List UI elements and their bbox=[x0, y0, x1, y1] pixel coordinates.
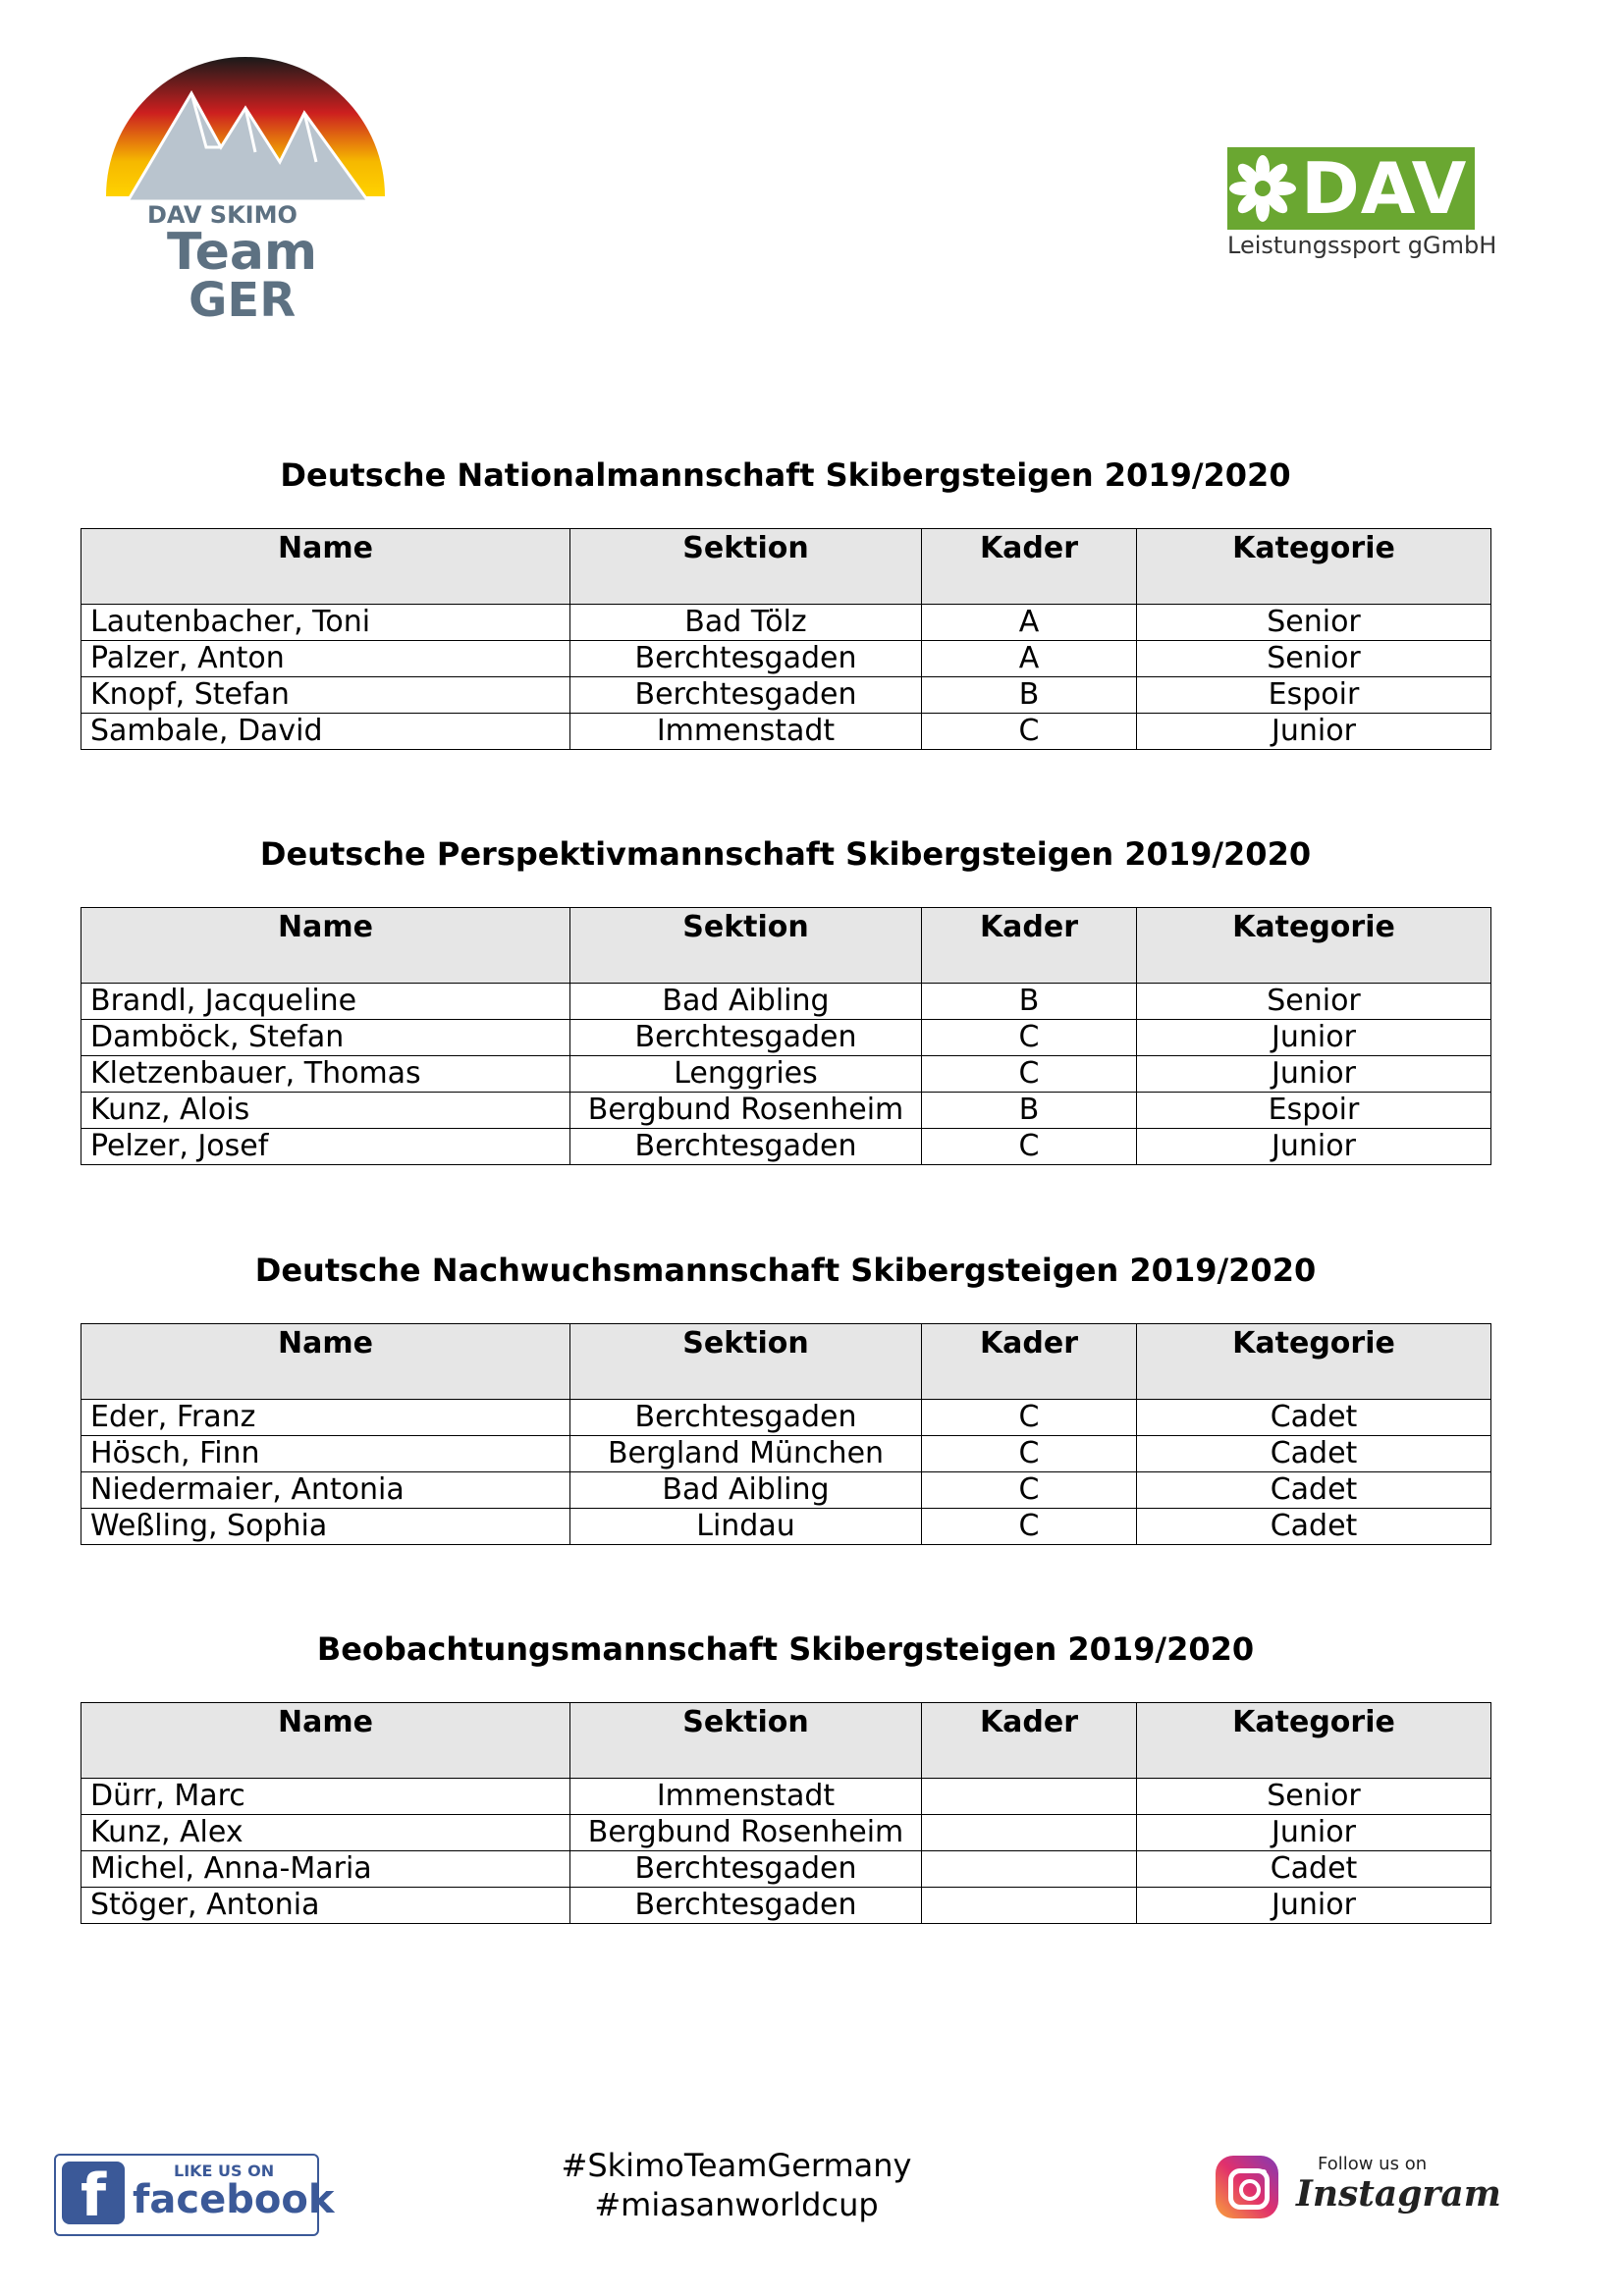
kader-cell: C bbox=[922, 1129, 1137, 1165]
column-header: Sektion bbox=[570, 1703, 922, 1779]
kategorie-cell: Espoir bbox=[1137, 677, 1491, 714]
name-cell: Stöger, Antonia bbox=[81, 1888, 570, 1924]
facebook-like-text: LIKE US ON bbox=[174, 2162, 275, 2180]
name-cell: Lautenbacher, Toni bbox=[81, 605, 570, 641]
name-cell: Michel, Anna-Maria bbox=[81, 1851, 570, 1888]
skimo-logo-line1: DAV SKIMO bbox=[147, 201, 298, 229]
kategorie-cell: Cadet bbox=[1137, 1851, 1491, 1888]
table-row bbox=[81, 1815, 1491, 1851]
name-cell: Hösch, Finn bbox=[81, 1436, 570, 1472]
kategorie-cell: Cadet bbox=[1137, 1436, 1491, 1472]
table-section-1 bbox=[81, 455, 1490, 750]
sektion-cell: Berchtesgaden bbox=[570, 1851, 922, 1888]
header-row bbox=[81, 1324, 1491, 1400]
kader-cell: B bbox=[922, 984, 1137, 1020]
column-header: Kader bbox=[922, 529, 1137, 605]
kader-cell bbox=[922, 1815, 1137, 1851]
kader-cell: C bbox=[922, 1436, 1137, 1472]
column-header: Name bbox=[81, 529, 570, 605]
kader-cell bbox=[922, 1851, 1137, 1888]
table-section-3 bbox=[81, 1251, 1490, 1545]
instagram-badge[interactable] bbox=[1216, 2150, 1501, 2228]
kategorie-cell: Senior bbox=[1137, 984, 1491, 1020]
name-cell: Sambale, David bbox=[81, 714, 570, 750]
table-row bbox=[81, 1129, 1491, 1165]
instagram-wordmark: Instagram bbox=[1296, 2173, 1501, 2215]
kategorie-cell: Junior bbox=[1137, 1129, 1491, 1165]
sektion-cell: Lindau bbox=[570, 1509, 922, 1545]
name-cell: Niedermaier, Antonia bbox=[81, 1472, 570, 1509]
facebook-wordmark: facebook bbox=[133, 2177, 335, 2222]
kader-cell: C bbox=[922, 1400, 1137, 1436]
sektion-cell: Bergbund Rosenheim bbox=[570, 1093, 922, 1129]
section-title: Deutsche Nachwuchsmannschaft Skibergsteigen 2019/2020 bbox=[254, 1252, 1317, 1289]
facebook-icon: f bbox=[62, 2162, 125, 2224]
name-cell: Kunz, Alex bbox=[81, 1815, 570, 1851]
name-cell: Pelzer, Josef bbox=[81, 1129, 570, 1165]
kader-cell bbox=[922, 1888, 1137, 1924]
name-cell: Eder, Franz bbox=[81, 1400, 570, 1436]
column-header: Kategorie bbox=[1137, 529, 1491, 605]
instagram-follow-text: Follow us on bbox=[1318, 2154, 1428, 2174]
table-row bbox=[81, 1472, 1491, 1509]
kategorie-cell: Senior bbox=[1137, 1779, 1491, 1815]
column-header: Kategorie bbox=[1137, 908, 1491, 984]
kader-cell: C bbox=[922, 1509, 1137, 1545]
kategorie-cell: Junior bbox=[1137, 1056, 1491, 1093]
kader-cell bbox=[922, 1779, 1137, 1815]
skimo-logo-line3: GER bbox=[189, 273, 297, 328]
column-header: Kader bbox=[922, 908, 1137, 984]
table-row bbox=[81, 677, 1491, 714]
column-header: Sektion bbox=[570, 1324, 922, 1400]
team-table bbox=[81, 907, 1491, 1165]
dav-logo-box bbox=[1227, 147, 1475, 230]
column-header: Name bbox=[81, 1703, 570, 1779]
dav-logo-subtitle: Leistungssport gGmbH bbox=[1227, 232, 1497, 259]
sektion-cell: Berchtesgaden bbox=[570, 1129, 922, 1165]
sektion-cell: Berchtesgaden bbox=[570, 1888, 922, 1924]
sektion-cell: Bergland München bbox=[570, 1436, 922, 1472]
skimo-team-logo bbox=[98, 54, 393, 329]
team-table bbox=[81, 1323, 1491, 1545]
table-row bbox=[81, 984, 1491, 1020]
kategorie-cell: Cadet bbox=[1137, 1472, 1491, 1509]
sektion-cell: Bad Aibling bbox=[570, 1472, 922, 1509]
dav-logo bbox=[1227, 147, 1497, 265]
column-header: Name bbox=[81, 908, 570, 984]
hashtag: #SkimoTeamGermany bbox=[561, 2147, 912, 2184]
name-cell: Knopf, Stefan bbox=[81, 677, 570, 714]
name-cell: Damböck, Stefan bbox=[81, 1020, 570, 1056]
sektion-cell: Berchtesgaden bbox=[570, 677, 922, 714]
table-row bbox=[81, 1509, 1491, 1545]
kategorie-cell: Junior bbox=[1137, 714, 1491, 750]
table-row bbox=[81, 1888, 1491, 1924]
header-row bbox=[81, 908, 1491, 984]
sektion-cell: Bad Tölz bbox=[570, 605, 922, 641]
kader-cell: C bbox=[922, 714, 1137, 750]
name-cell: Brandl, Jacqueline bbox=[81, 984, 570, 1020]
column-header: Sektion bbox=[570, 908, 922, 984]
edelweiss-icon bbox=[1227, 147, 1296, 230]
name-cell: Kunz, Alois bbox=[81, 1093, 570, 1129]
kader-cell: A bbox=[922, 605, 1137, 641]
kategorie-cell: Junior bbox=[1137, 1888, 1491, 1924]
table-row bbox=[81, 641, 1491, 677]
table-section-2 bbox=[81, 834, 1490, 1165]
column-header: Name bbox=[81, 1324, 570, 1400]
kategorie-cell: Espoir bbox=[1137, 1093, 1491, 1129]
sektion-cell: Immenstadt bbox=[570, 1779, 922, 1815]
kader-cell: C bbox=[922, 1472, 1137, 1509]
kategorie-cell: Senior bbox=[1137, 605, 1491, 641]
name-cell: Weßling, Sophia bbox=[81, 1509, 570, 1545]
kategorie-cell: Junior bbox=[1137, 1020, 1491, 1056]
kader-cell: C bbox=[922, 1020, 1137, 1056]
sektion-cell: Berchtesgaden bbox=[570, 1020, 922, 1056]
column-header: Kategorie bbox=[1137, 1703, 1491, 1779]
name-cell: Kletzenbauer, Thomas bbox=[81, 1056, 570, 1093]
kategorie-cell: Cadet bbox=[1137, 1400, 1491, 1436]
sektion-cell: Berchtesgaden bbox=[570, 641, 922, 677]
header-row bbox=[81, 1703, 1491, 1779]
table-row bbox=[81, 1436, 1491, 1472]
instagram-icon bbox=[1216, 2156, 1278, 2218]
column-header: Kategorie bbox=[1137, 1324, 1491, 1400]
sektion-cell: Bergbund Rosenheim bbox=[570, 1815, 922, 1851]
name-cell: Dürr, Marc bbox=[81, 1779, 570, 1815]
table-row bbox=[81, 714, 1491, 750]
sektion-cell: Berchtesgaden bbox=[570, 1400, 922, 1436]
table-row bbox=[81, 1779, 1491, 1815]
table-row bbox=[81, 1056, 1491, 1093]
table-row bbox=[81, 1851, 1491, 1888]
name-cell: Palzer, Anton bbox=[81, 641, 570, 677]
dav-logo-mark: DAV bbox=[1301, 147, 1468, 230]
column-header: Kader bbox=[922, 1324, 1137, 1400]
kategorie-cell: Junior bbox=[1137, 1815, 1491, 1851]
kategorie-cell: Senior bbox=[1137, 641, 1491, 677]
kader-cell: B bbox=[922, 1093, 1137, 1129]
facebook-badge[interactable] bbox=[54, 2154, 335, 2236]
table-row bbox=[81, 1093, 1491, 1129]
table-row bbox=[81, 1400, 1491, 1436]
team-table bbox=[81, 528, 1491, 750]
hashtags bbox=[550, 2146, 923, 2224]
sektion-cell: Immenstadt bbox=[570, 714, 922, 750]
column-header: Kader bbox=[922, 1703, 1137, 1779]
kader-cell: A bbox=[922, 641, 1137, 677]
table-section-4 bbox=[81, 1629, 1490, 1924]
section-title: Beobachtungsmannschaft Skibergsteigen 2019/2020 bbox=[316, 1630, 1255, 1668]
section-title: Deutsche Perspektivmannschaft Skibergsteigen 2019/2020 bbox=[259, 835, 1312, 873]
hashtag: #miasanworldcup bbox=[594, 2186, 879, 2223]
table-row bbox=[81, 1020, 1491, 1056]
kader-cell: B bbox=[922, 677, 1137, 714]
kategorie-cell: Cadet bbox=[1137, 1509, 1491, 1545]
header-row bbox=[81, 529, 1491, 605]
column-header: Sektion bbox=[570, 529, 922, 605]
kader-cell: C bbox=[922, 1056, 1137, 1093]
skimo-logo-line2: Team bbox=[167, 223, 318, 282]
section-title: Deutsche Nationalmannschaft Skibergsteigen 2019/2020 bbox=[280, 456, 1291, 494]
table-row bbox=[81, 605, 1491, 641]
team-table bbox=[81, 1702, 1491, 1924]
sektion-cell: Bad Aibling bbox=[570, 984, 922, 1020]
sektion-cell: Lenggries bbox=[570, 1056, 922, 1093]
